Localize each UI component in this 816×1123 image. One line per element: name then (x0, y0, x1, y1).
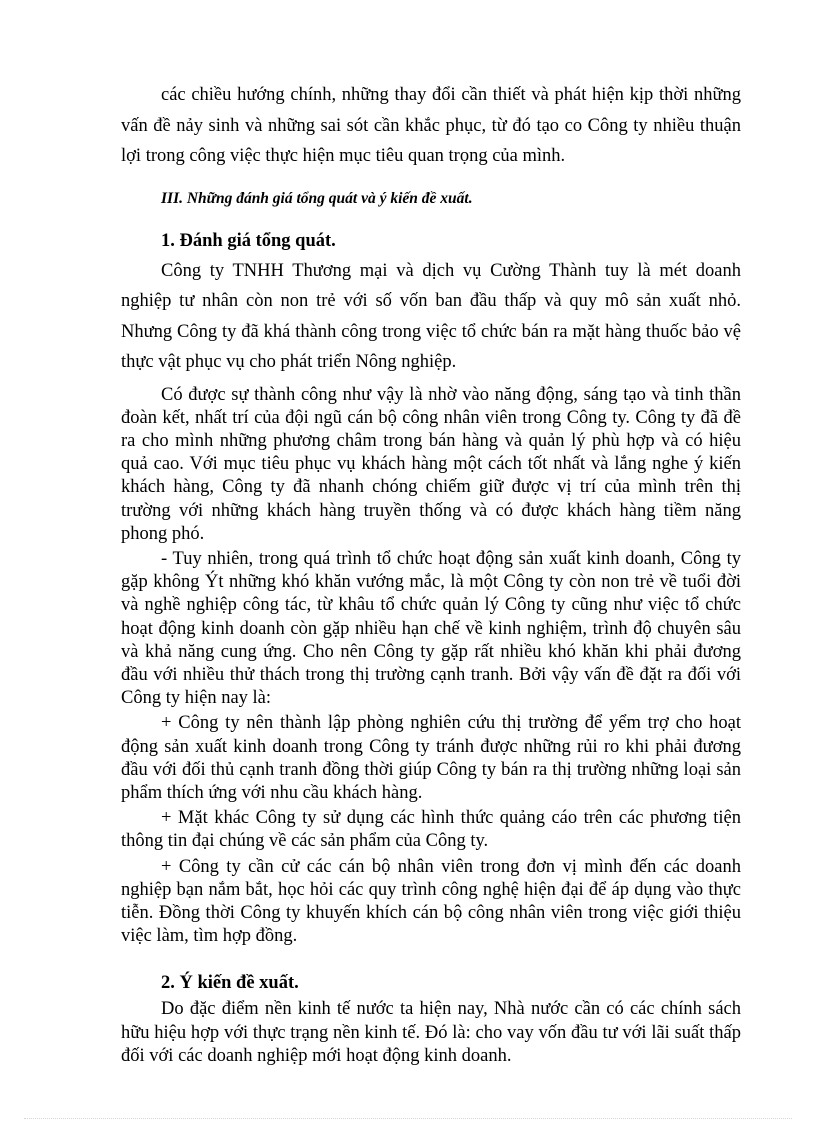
page-bottom-rule (24, 1118, 792, 1119)
intro-paragraph: các chiều hướng chính, những thay đổi cần thiết và phát hiện kịp thời những vấn đề nảy sinh và những sai sót cần khắc phục, từ đó tạo co Công ty nhiều thuận lợi trong công việc thực hiện mục tiêu quan trọng của mình. (121, 85, 741, 166)
document-body (121, 80, 741, 1068)
paragraph-company-intro: Công ty TNHH Thương mại và dịch vụ Cường Thành tuy là mét doanh nghiệp tư nhân còn non trẻ với số vốn ban đầu thấp và quy mô sản xuất nhỏ. Nhưng Công ty đã khá thành công trong việc tổ chức bán ra mặt hàng thuốc bảo vệ thực vật phục vụ cho phát triển Nông nghiệp. (121, 260, 741, 372)
heading-overall-assessment: 1. Đánh giá tổng quát. (161, 230, 336, 251)
paragraph-advertising: + Mặt khác Công ty sử dụng các hình thức quảng cáo trên các phương tiện thông tin đại chúng về các sản phẩm của Công ty. (121, 808, 741, 852)
paragraph-difficulties: - Tuy nhiên, trong quá trình tổ chức hoạt động sản xuất kinh doanh, Công ty gặp không Ýt những khó khăn vướng mắc, là một Công ty còn non trẻ về tuổi đời và nghề nghiệp công tác, từ khâu tổ chức quản lý Công ty cũng như việc tổ chức hoạt động kinh doanh còn gặp nhiều hạn chế về kinh nghiệm, trình độ chuyên sâu và khả năng cung ứng. Cho nên Công ty gặp rất nhiều khó khăn khi phải đương đầu với nhiều thử thách trong thị trường cạnh tranh. Bởi vậy vấn đề đặt ra đối với Công ty hiện nay là: (121, 548, 741, 709)
paragraph-market-research: + Công ty nên thành lập phòng nghiên cứu thị trường để yểm trợ cho hoạt động sản xuất kinh doanh trong Công ty tránh được những rủi ro khi phải đương đầu với đối thủ cạnh tranh đồng thời giúp Công ty bán ra thị trường những loại sản phẩm thích ứng với nhu cầu khách hàng. (121, 713, 741, 803)
heading-proposals: 2. Ý kiến đề xuất. (161, 973, 299, 994)
paragraph-success: Có được sự thành công như vậy là nhờ vào năng động, sáng tạo và tinh thần đoàn kết, nhất trí của đội ngũ cán bộ công nhân viên trong Công ty. Công ty đã đề ra cho mình những phương châm trong bán hàng và quản lý phù hợp và có hiệu quả cao. Với mục tiêu phục vụ khách hàng một cách tốt nhất và lắng nghe ý kiến khách hàng, Công ty đã nhanh chóng chiếm giữ được vị trí của mình trên thị trường với những khách hàng truyền thống và có được khách hàng tiềm năng phong phó. (121, 384, 741, 544)
paragraph-staff-training: + Công ty cần cử các cán bộ nhân viên trong đơn vị mình đến các doanh nghiệp bạn nắm bắt, học hỏi các quy trình công nghệ hiện đại để áp dụng vào thực tiễn. Đồng thời Công ty khuyến khích cán bộ công nhân viên trong việc giới thiệu việc làm, tìm hợp đồng. (121, 856, 741, 947)
section-title: III. Những đánh giá tổng quát và ý kiến đề xuất. (161, 189, 473, 207)
paragraph-proposal: Do đặc điểm nền kinh tế nước ta hiện nay, Nhà nước cần có các chính sách hữu hiệu hợp với thực trạng nền kinh tế. Đó là: cho vay vốn đầu tư với lãi suất thấp đối với các doanh nghiệp mới hoạt động kinh doanh. (121, 999, 741, 1066)
